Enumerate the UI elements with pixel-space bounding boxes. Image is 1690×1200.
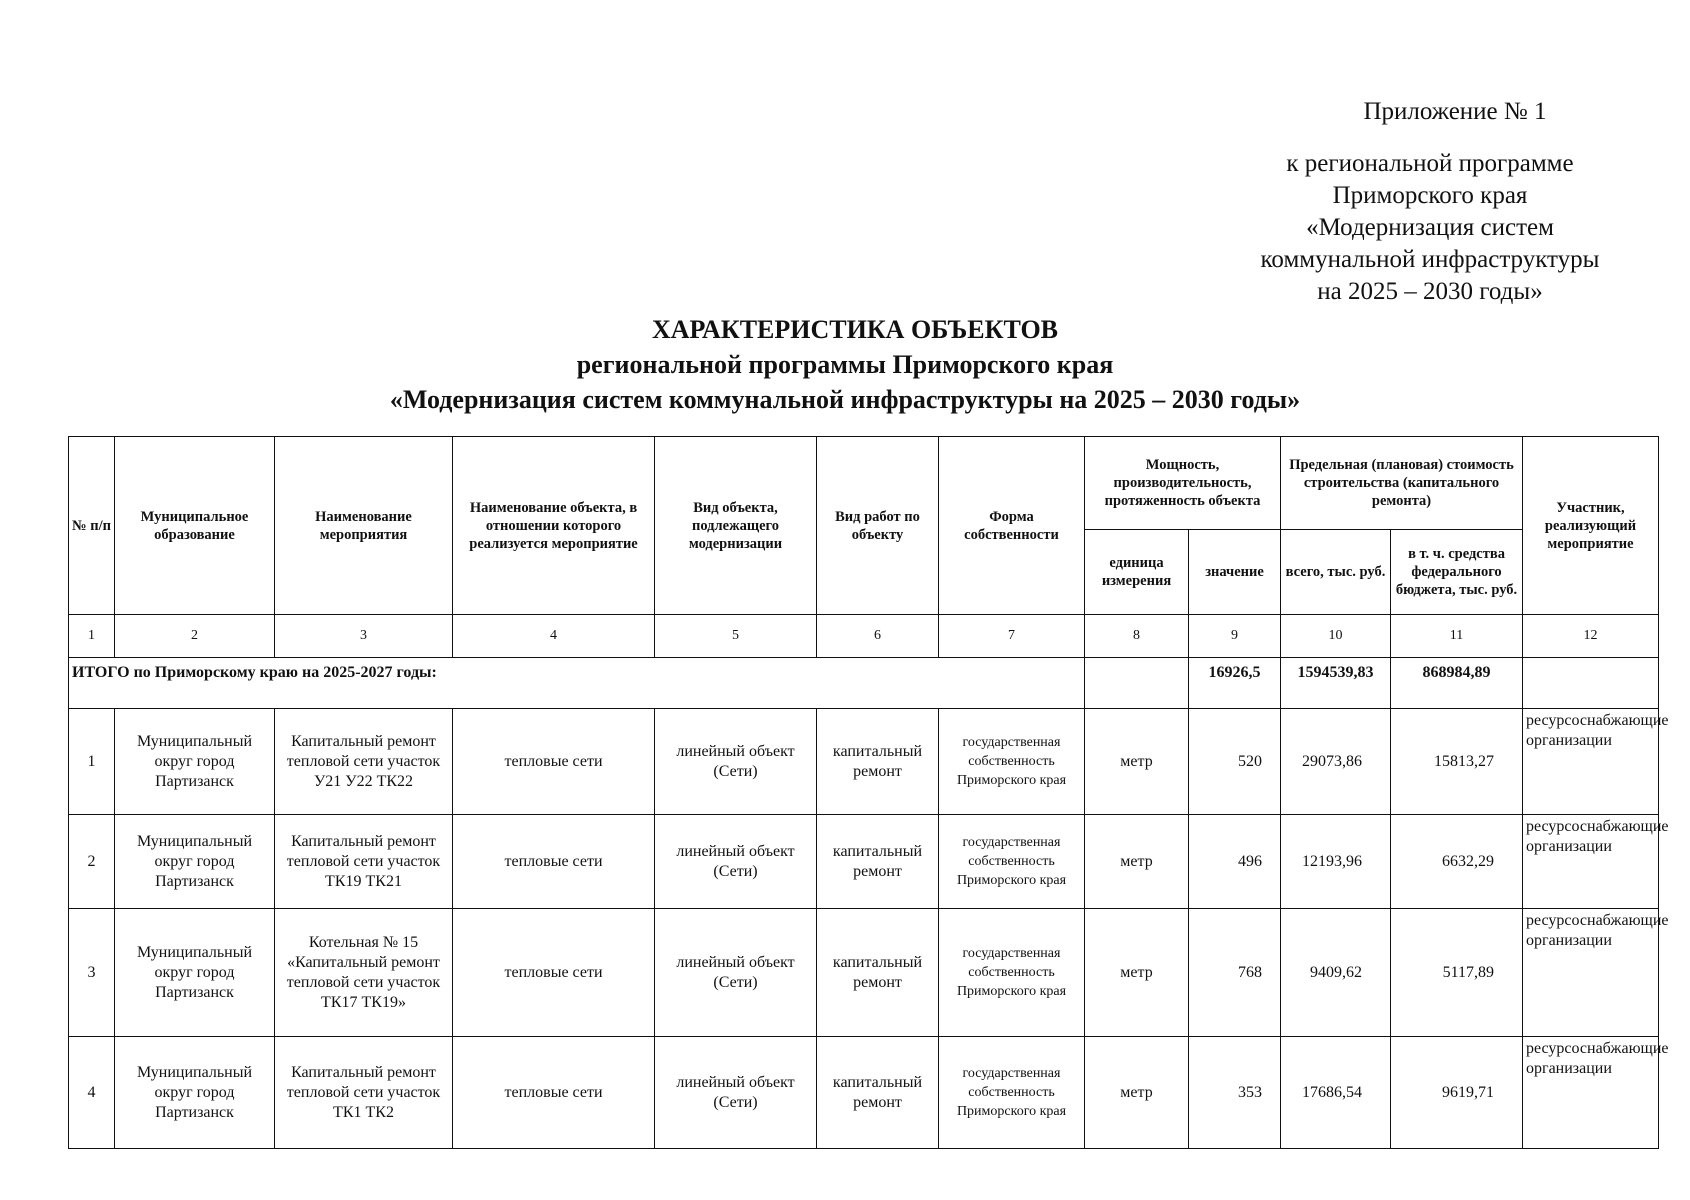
column-number: 1 (69, 615, 115, 658)
total-federal-cost: 868984,89 (1391, 658, 1523, 709)
header-cost: Предельная (плановая) стоимость строительства (капитального ремонта) (1281, 437, 1523, 530)
row-object-type: линейный объект (Сети) (655, 815, 817, 909)
column-number: 4 (453, 615, 655, 658)
row-municipality: Муниципальный округ город Партизанск (115, 1037, 275, 1149)
total-label: ИТОГО по Приморскому краю на 2025-2027 годы: (69, 658, 1085, 709)
total-value: 16926,5 (1189, 658, 1281, 709)
row-unit: метр (1085, 709, 1189, 815)
header-work-type: Вид работ по объекту (817, 437, 939, 615)
header-object-name: Наименование объекта, в отношении которого реализуется мероприятие (453, 437, 655, 615)
row-object-name: тепловые сети (453, 909, 655, 1037)
column-number: 11 (1391, 615, 1523, 658)
table-row (69, 709, 1659, 815)
column-number: 7 (939, 615, 1085, 658)
row-object-name: тепловые сети (453, 815, 655, 909)
row-cost-total: 12193,96 (1281, 815, 1391, 909)
objects-table (68, 436, 1669, 1149)
row-participant: ресурсоснабжающие организации (1523, 1037, 1659, 1149)
row-value: 496 (1189, 815, 1281, 909)
row-num: 1 (69, 709, 115, 815)
row-value: 520 (1189, 709, 1281, 815)
title-line-2: региональной программы Приморского края (576, 350, 1114, 379)
table-row (69, 909, 1659, 1037)
row-event-name: Капитальный ремонт тепловой сети участок ТК19 ТК21 (275, 815, 453, 909)
row-municipality: Муниципальный округ город Партизанск (115, 909, 275, 1037)
header-event-name: Наименование мероприятия (275, 437, 453, 615)
title-line-1: ХАРАКТЕРИСТИКА ОБЪЕКТОВ (651, 315, 1059, 344)
column-number: 9 (1189, 615, 1281, 658)
row-value: 353 (1189, 1037, 1281, 1149)
total-participant-cell (1523, 658, 1659, 709)
row-event-name: Котельная № 15 «Капитальный ремонт тепловой сети участок ТК17 ТК19» (275, 909, 453, 1037)
header-object-type: Вид объекта, подлежащего модернизации (655, 437, 817, 615)
row-work-type: капитальный ремонт (817, 1037, 939, 1149)
row-object-type: линейный объект (Сети) (655, 709, 817, 815)
row-object-name: тепловые сети (453, 1037, 655, 1149)
header-ownership: Форма собственности (939, 437, 1085, 615)
column-number: 2 (115, 615, 275, 658)
header-capacity-value: значение (1189, 530, 1281, 615)
header-capacity: Мощность, производительность, протяженность объекта (1085, 437, 1281, 530)
header-participant: Участник, реализующий мероприятие (1523, 437, 1659, 615)
row-event-name: Капитальный ремонт тепловой сети участок ТК1 ТК2 (275, 1037, 453, 1149)
header-capacity-unit: единица измерения (1085, 530, 1189, 615)
row-participant: ресурсоснабжающие организации (1523, 909, 1659, 1037)
row-cost-federal: 9619,71 (1391, 1037, 1523, 1149)
appendix-line: «Модернизация систем (1306, 214, 1554, 241)
row-ownership: государственная собственность Приморского края (939, 815, 1085, 909)
row-unit: метр (1085, 909, 1189, 1037)
appendix-line: на 2025 – 2030 годы» (1317, 278, 1543, 305)
column-number: 12 (1523, 615, 1659, 658)
header-municipality: Муниципальное образование (115, 437, 275, 615)
appendix-number: Приложение № 1 (1363, 98, 1547, 125)
row-unit: метр (1085, 815, 1189, 909)
row-cost-federal: 6632,29 (1391, 815, 1523, 909)
row-municipality: Муниципальный округ город Партизанск (115, 709, 275, 815)
header-cost-total: всего, тыс. руб. (1281, 530, 1391, 615)
row-municipality: Муниципальный округ город Партизанск (115, 815, 275, 909)
row-participant: ресурсоснабжающие организации (1523, 815, 1659, 909)
appendix-note (1190, 96, 1670, 308)
total-unit-cell (1085, 658, 1189, 709)
appendix-line: коммунальной инфраструктуры (1260, 246, 1600, 273)
table-row (69, 815, 1659, 909)
header-cost-federal: в т. ч. средства федерального бюджета, тыс. руб. (1391, 530, 1523, 615)
row-unit: метр (1085, 1037, 1189, 1149)
row-cost-total: 17686,54 (1281, 1037, 1391, 1149)
total-cost: 1594539,83 (1281, 658, 1391, 709)
appendix-line: к региональной программе (1286, 150, 1574, 177)
row-cost-total: 29073,86 (1281, 709, 1391, 815)
row-event-name: Капитальный ремонт тепловой сети участок У21 У22 ТК22 (275, 709, 453, 815)
row-work-type: капитальный ремонт (817, 909, 939, 1037)
column-number: 6 (817, 615, 939, 658)
row-cost-total: 9409,62 (1281, 909, 1391, 1037)
column-number: 8 (1085, 615, 1189, 658)
appendix-line: Приморского края (1332, 182, 1528, 209)
row-work-type: капитальный ремонт (817, 709, 939, 815)
row-ownership: государственная собственность Приморского края (939, 1037, 1085, 1149)
column-number: 10 (1281, 615, 1391, 658)
document-title (0, 312, 1690, 417)
column-number: 3 (275, 615, 453, 658)
row-cost-federal: 5117,89 (1391, 909, 1523, 1037)
row-participant: ресурсоснабжающие организации (1523, 709, 1659, 815)
row-num: 2 (69, 815, 115, 909)
table-row (69, 1037, 1659, 1149)
row-cost-federal: 15813,27 (1391, 709, 1523, 815)
column-number: 5 (655, 615, 817, 658)
row-object-type: линейный объект (Сети) (655, 909, 817, 1037)
row-num: 4 (69, 1037, 115, 1149)
row-work-type: капитальный ремонт (817, 815, 939, 909)
row-ownership: государственная собственность Приморского края (939, 709, 1085, 815)
row-ownership: государственная собственность Приморского края (939, 909, 1085, 1037)
row-object-type: линейный объект (Сети) (655, 1037, 817, 1149)
row-num: 3 (69, 909, 115, 1037)
total-row (69, 658, 1659, 709)
title-line-3: «Модернизация систем коммунальной инфраструктуры на 2025 – 2030 годы» (389, 385, 1301, 414)
row-object-name: тепловые сети (453, 709, 655, 815)
header-num: № п/п (69, 437, 115, 615)
row-value: 768 (1189, 909, 1281, 1037)
